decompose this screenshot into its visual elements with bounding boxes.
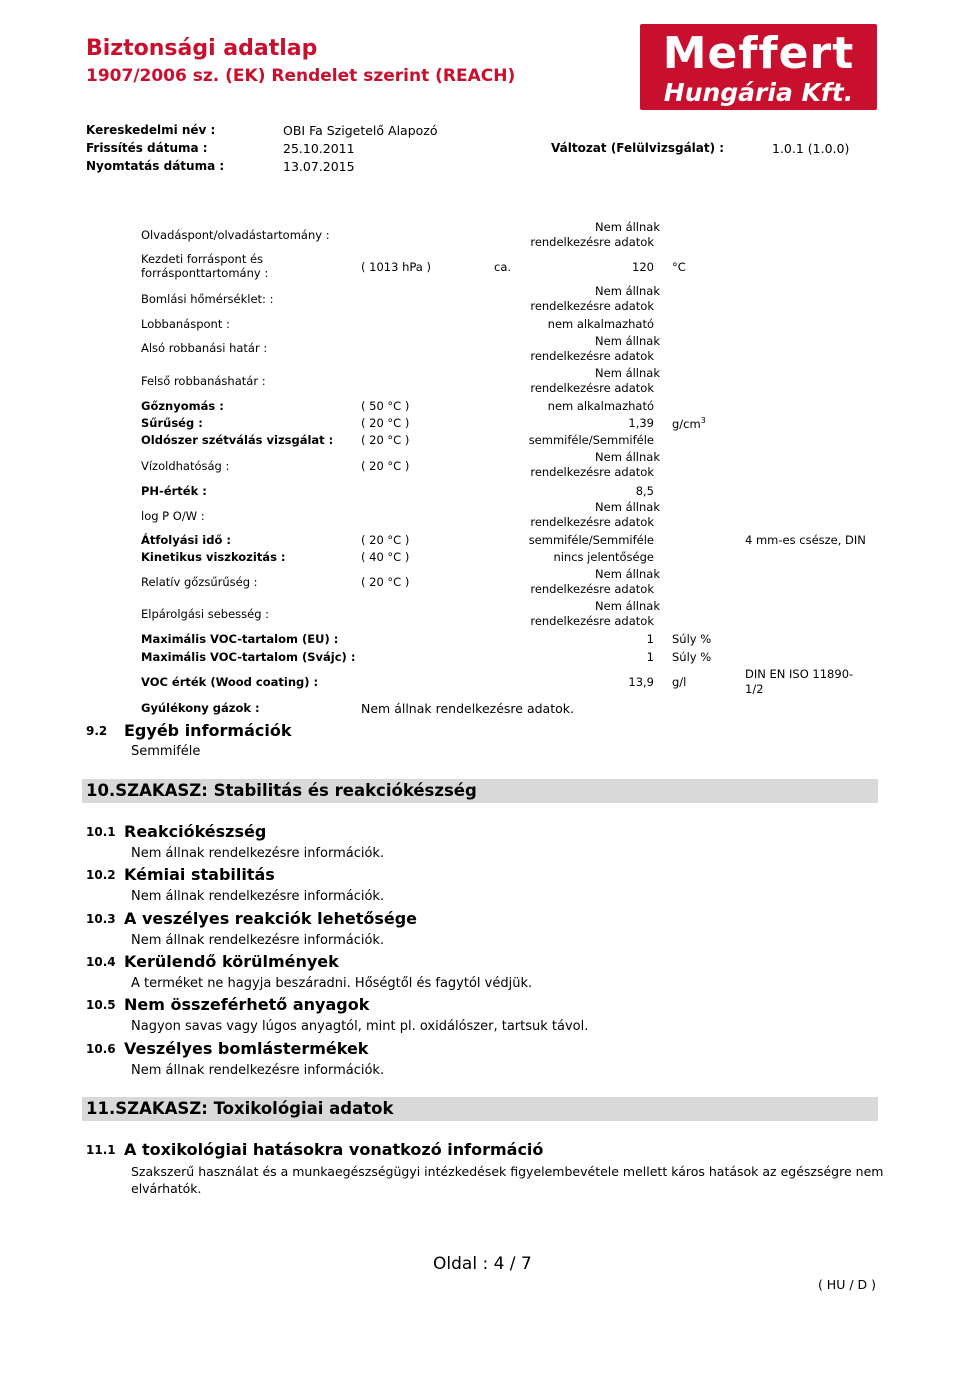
boiling-point-condition: ( 1013 hPa ) — [361, 260, 431, 274]
section-10-2-number: 10.2 — [86, 868, 116, 882]
voc-wood-unit: g/l — [672, 675, 687, 689]
revision-date-value: 25.10.2011 — [283, 141, 355, 156]
water-solubility-condition: ( 20 °C ) — [361, 459, 410, 473]
revision-date-label: Frissítés dátuma : — [86, 141, 208, 155]
density-condition: ( 20 °C ) — [361, 416, 410, 430]
upper-explosion-limit-value-2: rendelkezésre adatok — [530, 381, 654, 395]
section-10-4-text: A terméket ne hagyja beszáradni. Hőségtől és fagytól védjük. — [131, 976, 533, 991]
company-logo — [640, 24, 877, 110]
evaporation-rate-label: Elpárolgási sebesség : — [141, 607, 270, 621]
section-10-4-title: Kerülendő körülmények — [124, 952, 339, 971]
upper-explosion-limit-value-1: Nem állnak — [595, 366, 660, 380]
section-10-3-text: Nem állnak rendelkezésre információk. — [131, 933, 385, 948]
evaporation-rate-value-2: rendelkezésre adatok — [530, 614, 654, 628]
section-11-1-text-2: elvárhatók. — [131, 1181, 202, 1196]
page-number: Oldal : 4 / 7 — [433, 1254, 532, 1274]
upper-explosion-limit-label: Felső robbanáshatár : — [141, 374, 266, 388]
lower-explosion-limit-value-1: Nem állnak — [595, 334, 660, 348]
voc-ch-unit: Súly % — [672, 650, 712, 664]
decomposition-temp-value-2: rendelkezésre adatok — [530, 299, 654, 313]
density-unit-text: g/cm — [672, 416, 701, 431]
kinematic-viscosity-value: nincs jelentősége — [553, 550, 654, 564]
vapour-density-value-2: rendelkezésre adatok — [530, 582, 654, 596]
solvent-separation-condition: ( 20 °C ) — [361, 433, 410, 447]
section-10-6-text: Nem állnak rendelkezésre információk. — [131, 1063, 385, 1078]
section-10-1-number: 10.1 — [86, 825, 116, 839]
section-10-5-title: Nem összeférhető anyagok — [124, 995, 370, 1014]
logo-line2: Hungária Kft. — [663, 78, 854, 107]
section-10-2-text: Nem állnak rendelkezésre információk. — [131, 889, 385, 904]
vapour-density-label: Relatív gőzsűrűség : — [141, 575, 258, 589]
print-date-value: 13.07.2015 — [283, 159, 355, 174]
lower-explosion-limit-value-2: rendelkezésre adatok — [530, 349, 654, 363]
density-value: 1,39 — [628, 416, 654, 430]
decomposition-temp-label: Bomlási hőmérséklet: : — [141, 292, 274, 306]
water-solubility-label: Vízoldhatóság : — [141, 459, 230, 473]
flash-point-label: Lobbanáspont : — [141, 317, 230, 331]
voc-eu-unit: Súly % — [672, 632, 712, 646]
language-code: ( HU / D ) — [817, 1277, 876, 1292]
vapour-density-value-1: Nem állnak — [595, 567, 660, 581]
section-10-heading-text: 10.SZAKASZ: Stabilitás és reakciókészség — [86, 781, 477, 800]
version-value: 1.0.1 (1.0.0) — [772, 141, 850, 156]
voc-eu-value: 1 — [646, 632, 654, 646]
log-pow-value-2: rendelkezésre adatok — [530, 515, 654, 529]
voc-ch-value: 1 — [646, 650, 654, 664]
section-10-5-number: 10.5 — [86, 998, 116, 1012]
section-9-2-number: 9.2 — [86, 724, 108, 738]
water-solubility-value-1: Nem állnak — [595, 450, 660, 464]
voc-wood-method-1: DIN EN ISO 11890- — [745, 667, 854, 681]
melting-point-value-2: rendelkezésre adatok — [530, 235, 654, 249]
kinematic-viscosity-label: Kinetikus viszkozitás : — [141, 550, 286, 564]
voc-wood-value: 13,9 — [628, 675, 654, 689]
melting-point-value-1: Nem állnak — [595, 220, 660, 234]
section-10-6-title: Veszélyes bomlástermékek — [124, 1039, 369, 1058]
flammable-gases-value: Nem állnak rendelkezésre adatok. — [361, 701, 574, 716]
log-pow-value-1: Nem állnak — [595, 500, 660, 514]
voc-ch-label: Maximális VOC-tartalom (Svájc) : — [141, 650, 356, 664]
section-10-6-number: 10.6 — [86, 1042, 116, 1056]
section-9-2-text: Semmiféle — [131, 744, 201, 759]
boiling-point-unit: °C — [672, 260, 686, 274]
density-unit-sup: 3 — [700, 416, 706, 425]
vapour-pressure-condition: ( 50 °C ) — [361, 399, 410, 413]
kinematic-viscosity-condition: ( 40 °C ) — [361, 550, 410, 564]
flow-time-value: semmiféle/Semmiféle — [528, 533, 654, 547]
density-label: Sűrűség : — [141, 416, 203, 430]
section-11-1-title: A toxikológiai hatásokra vonatkozó információ — [124, 1140, 544, 1159]
solvent-separation-label: Oldószer szétválás vizsgálat : — [141, 433, 334, 447]
document-title: Biztonsági adatlap — [86, 36, 318, 61]
solvent-separation-value: semmiféle/Semmiféle — [528, 433, 654, 447]
vapour-density-condition: ( 20 °C ) — [361, 575, 410, 589]
document-subtitle: 1907/2006 sz. (EK) Rendelet szerint (REACH) — [86, 66, 516, 86]
decomposition-temp-value-1: Nem állnak — [595, 284, 660, 298]
section-10-heading — [82, 779, 878, 803]
print-date-label: Nyomtatás dátuma : — [86, 159, 225, 173]
section-9-2-title: Egyéb információk — [124, 721, 292, 740]
flow-time-method: 4 mm-es csésze, DIN — [745, 533, 866, 547]
boiling-point-label-1: Kezdeti forráspont és — [141, 252, 264, 266]
version-label: Változat (Felülvizsgálat) : — [551, 141, 725, 155]
lower-explosion-limit-label: Alsó robbanási határ : — [141, 341, 268, 355]
section-10-5-text: Nagyon savas vagy lúgos anyagtól, mint pl. oxidálószer, tartsuk távol. — [131, 1019, 589, 1034]
density-unit — [672, 416, 706, 431]
voc-wood-method-2: 1/2 — [745, 682, 764, 696]
section-10-3-title: A veszélyes reakciók lehetősége — [124, 909, 418, 928]
water-solubility-value-2: rendelkezésre adatok — [530, 465, 654, 479]
section-10-1-text: Nem állnak rendelkezésre információk. — [131, 846, 385, 861]
boiling-point-label-2: forrásponttartomány : — [141, 266, 269, 280]
melting-point-label: Olvadáspont/olvadástartomány : — [141, 228, 330, 242]
flammable-gases-label: Gyúlékony gázok : — [141, 701, 260, 715]
section-10-1-title: Reakciókészség — [124, 822, 267, 841]
section-11-heading-text: 11.SZAKASZ: Toxikológiai adatok — [86, 1099, 394, 1118]
section-10-3-number: 10.3 — [86, 912, 116, 926]
ph-value: 8,5 — [635, 484, 654, 498]
trade-name-value: OBI Fa Szigetelő Alapozó — [283, 123, 438, 138]
boiling-point-ca: ca. — [494, 260, 512, 274]
section-11-1-number: 11.1 — [86, 1143, 116, 1157]
section-10-2-title: Kémiai stabilitás — [124, 865, 275, 884]
log-pow-label: log P O/W : — [141, 509, 205, 523]
section-11-1-text-1: Szakszerű használat és a munkaegészségügyi intézkedések figyelembevétele mellett káros hatások az egészségre nem — [131, 1164, 884, 1179]
flow-time-condition: ( 20 °C ) — [361, 533, 410, 547]
boiling-point-value: 120 — [632, 260, 654, 274]
voc-wood-label: VOC érték (Wood coating) : — [141, 675, 319, 689]
logo-line1: Meffert — [662, 28, 855, 79]
evaporation-rate-value-1: Nem állnak — [595, 599, 660, 613]
section-11-heading — [82, 1097, 878, 1121]
flow-time-label: Átfolyási idő : — [141, 533, 231, 547]
section-10-4-number: 10.4 — [86, 955, 116, 969]
trade-name-label: Kereskedelmi név : — [86, 123, 216, 137]
ph-label: PH-érték : — [141, 484, 207, 498]
vapour-pressure-value: nem alkalmazható — [547, 399, 654, 413]
voc-eu-label: Maximális VOC-tartalom (EU) : — [141, 632, 339, 646]
flash-point-value: nem alkalmazható — [547, 317, 654, 331]
vapour-pressure-label: Gőznyomás : — [141, 399, 224, 413]
